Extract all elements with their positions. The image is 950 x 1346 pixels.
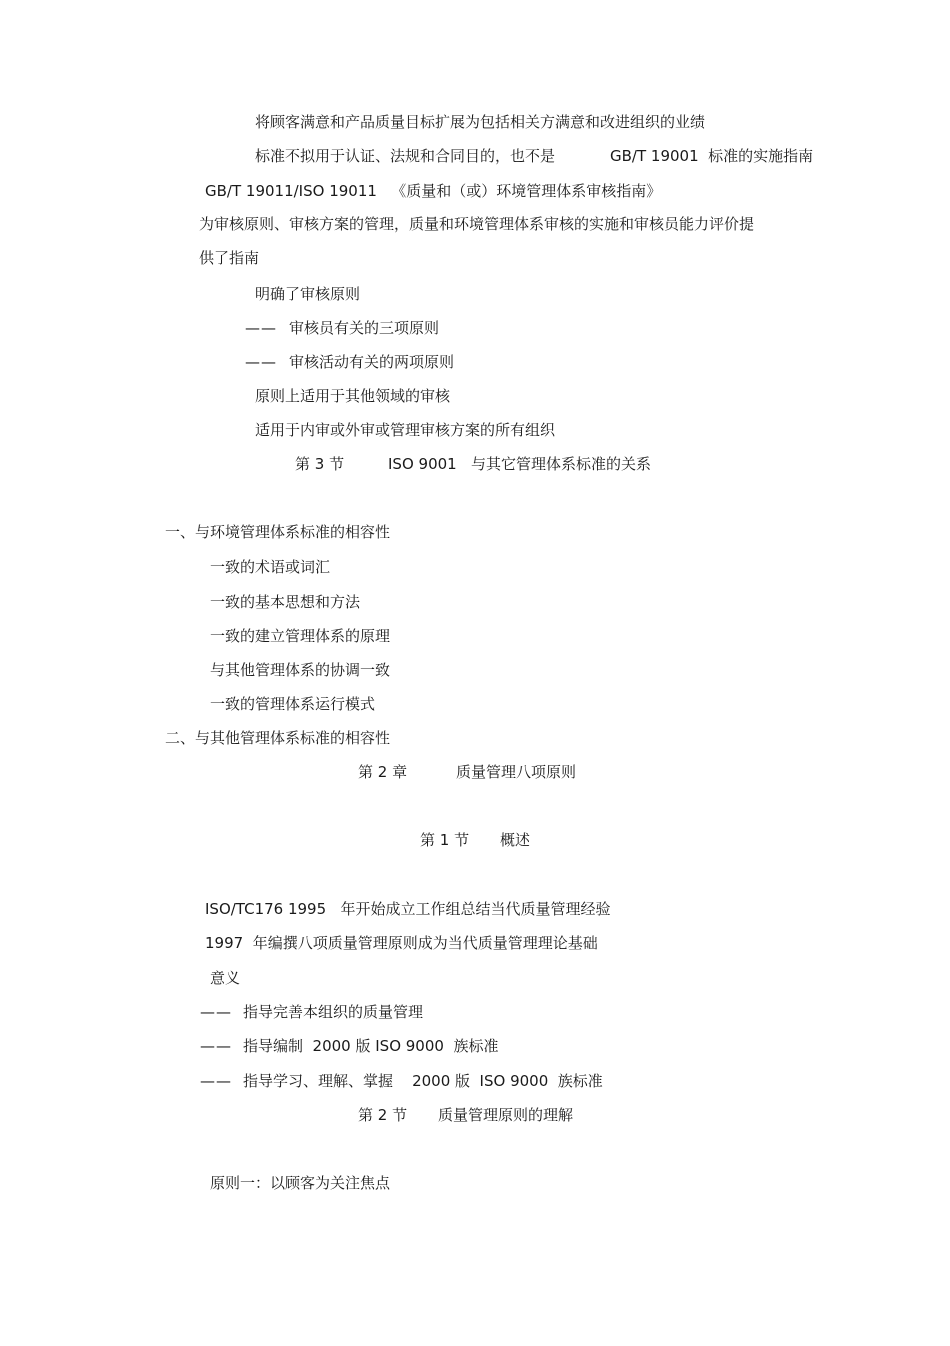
text-line: ISO/TC176 1995 年开始成立工作组总结当代质量管理经验 bbox=[205, 900, 611, 918]
text-line: 原则上适用于其他领域的审核 bbox=[255, 387, 451, 405]
text-line: 供了指南 bbox=[199, 249, 260, 267]
chapter-title: 质量管理八项原则 bbox=[456, 763, 577, 781]
principle-heading: 原则一：以顾客为关注焦点 bbox=[210, 1174, 391, 1192]
text-line: 一致的基本思想和方法 bbox=[210, 593, 361, 611]
section-title: 概述 bbox=[500, 831, 531, 849]
text-line: 为审核原则、审核方案的管理，质量和环境管理体系审核的实施和审核员能力评价提 bbox=[199, 215, 755, 233]
section-title: ISO 9001 与其它管理体系标准的关系 bbox=[388, 455, 651, 473]
text-line: 一致的管理体系运行模式 bbox=[210, 695, 376, 713]
dash-marker: —— bbox=[200, 1003, 232, 1021]
text-line: 与其他管理体系的协调一致 bbox=[210, 661, 391, 679]
text-line: 意义 bbox=[210, 969, 241, 987]
text-line: 1997 年编撰八项质量管理原则成为当代质量管理理论基础 bbox=[205, 934, 598, 952]
dash-marker: —— bbox=[200, 1072, 232, 1090]
section-title: 质量管理原则的理解 bbox=[438, 1106, 574, 1124]
text-line: 一致的建立管理体系的原理 bbox=[210, 627, 391, 645]
text-line: 将顾客满意和产品质量目标扩展为包括相关方满意和改进组织的业绩 bbox=[255, 113, 706, 131]
dash-marker: —— bbox=[200, 1037, 232, 1055]
dash-marker: —— bbox=[245, 353, 277, 371]
list-item: 指导编制 2000 版 ISO 9000 族标准 bbox=[243, 1037, 499, 1055]
text-line: GB/T 19011/ISO 19011 《质量和（或）环境管理体系审核指南》 bbox=[205, 182, 662, 200]
section-number: 第 2 节 bbox=[358, 1106, 408, 1124]
section-number: 第 1 节 bbox=[420, 831, 470, 849]
heading-item: 二、与其他管理体系标准的相容性 bbox=[165, 729, 391, 747]
list-item: 指导完善本组织的质量管理 bbox=[243, 1003, 424, 1021]
text-line: 明确了审核原则 bbox=[255, 285, 361, 303]
section-number: 第 3 节 bbox=[295, 455, 345, 473]
chapter-number: 第 2 章 bbox=[358, 763, 408, 781]
text-line: 适用于内审或外审或管理审核方案的所有组织 bbox=[255, 421, 556, 439]
list-item: 审核活动有关的两项原则 bbox=[289, 353, 455, 371]
text-line: GB/T 19001 标准的实施指南 bbox=[610, 147, 814, 165]
list-item: 指导学习、理解、掌握 2000 版 ISO 9000 族标准 bbox=[243, 1072, 603, 1090]
list-item: 审核员有关的三项原则 bbox=[289, 319, 440, 337]
heading-item: 一、与环境管理体系标准的相容性 bbox=[165, 523, 391, 541]
text-line: 标准不拟用于认证、法规和合同目的，也不是 bbox=[255, 147, 556, 165]
dash-marker: —— bbox=[245, 319, 277, 337]
text-line: 一致的术语或词汇 bbox=[210, 558, 331, 576]
